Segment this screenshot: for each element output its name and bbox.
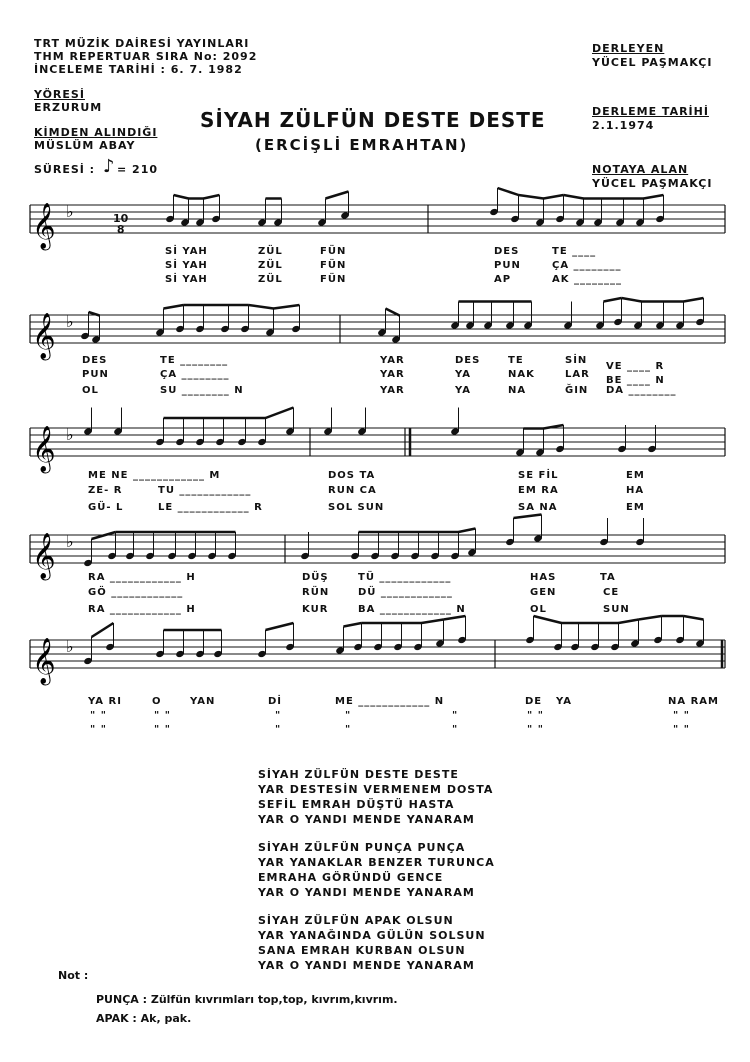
lyric: TÜ ____________ <box>358 572 452 583</box>
lyric: GÜ- L <box>88 502 124 513</box>
ditto-mark: " <box>345 724 352 735</box>
lyric: DES <box>455 355 481 366</box>
beam <box>274 305 300 309</box>
ditto-mark: " " <box>527 710 544 721</box>
beam <box>249 305 274 309</box>
lyric: SOL SUN <box>328 502 385 513</box>
tempo-value: = 210 <box>117 163 159 176</box>
lyric: AP <box>494 274 512 285</box>
lyric: RA ____________ H <box>88 572 196 583</box>
lyric: GÖ ____________ <box>88 587 184 598</box>
poem-line: YAR O YANDI MENDE YANARAM <box>258 886 475 899</box>
beam <box>92 623 114 637</box>
page-title: SİYAH ZÜLFÜN DESTE DESTE <box>200 108 546 132</box>
beam <box>459 529 476 533</box>
lyric: ÇA ________ <box>160 369 230 380</box>
ditto-mark: " " <box>154 710 171 721</box>
beam <box>544 195 564 199</box>
lyric: ZE- R <box>88 485 123 496</box>
lyric: BE ____ N <box>606 375 665 386</box>
poem-stanza-1 <box>258 767 493 827</box>
lyric: ME NE ____________ M <box>88 470 221 481</box>
lyric: DÜ ____________ <box>358 587 453 598</box>
lyric: NA <box>508 385 527 396</box>
beam <box>519 195 544 199</box>
ditto-mark: " " <box>673 724 690 735</box>
poem-line: SEFİL EMRAH DÜŞTÜ HASTA <box>258 798 455 811</box>
lyric: OL <box>82 385 99 396</box>
publisher-line-3: İNCELEME TARİHİ : 6. 7. 1982 <box>34 63 243 76</box>
time-signature-bottom: 8 <box>116 223 125 236</box>
treble-clef-icon: 𝄞 <box>32 203 56 249</box>
poem-line: SİYAH ZÜLFÜN DESTE DESTE <box>258 768 459 781</box>
beam <box>326 192 349 199</box>
lyric: VE ____ R <box>606 361 665 372</box>
beam <box>534 616 562 623</box>
lyric: NA RAM <box>668 696 719 707</box>
ditto-mark: " " <box>673 710 690 721</box>
lyric: EM <box>626 470 645 481</box>
lyric: ME ____________ N <box>335 696 445 707</box>
treble-clef-icon: 𝄞 <box>32 426 56 472</box>
ditto-mark: " <box>452 710 459 721</box>
treble-clef-icon: 𝄞 <box>32 533 56 579</box>
notation-label: NOTAYA ALAN <box>592 163 689 176</box>
lyric: ZÜL <box>258 274 283 285</box>
poem-line: EMRAHA GÖRÜNDÜ GENCE <box>258 871 444 884</box>
lyric: Dİ <box>268 696 283 707</box>
beam <box>639 616 662 620</box>
lyric: SİN <box>565 355 588 366</box>
beam <box>619 620 639 624</box>
lyric: TU ____________ <box>158 485 252 496</box>
ditto-mark: " <box>275 710 282 721</box>
beam <box>344 623 362 627</box>
lyric: YAR <box>380 369 405 380</box>
lyric: KUR <box>302 604 329 615</box>
source-label: KİMDEN ALINDIĞI <box>34 126 158 139</box>
lyric: RUN CA <box>328 485 377 496</box>
beam <box>266 623 294 630</box>
note-item: APAK : Ak, pak. <box>96 1012 192 1025</box>
ditto-mark: " " <box>154 724 171 735</box>
beam <box>422 620 444 624</box>
beam <box>266 408 294 419</box>
lyric: GEN <box>530 587 557 598</box>
lyric: EM RA <box>518 485 559 496</box>
lyric: CE <box>603 587 620 598</box>
lyric: DÜŞ <box>302 572 329 583</box>
treble-clef-icon: 𝄞 <box>32 638 56 684</box>
beam <box>644 195 664 199</box>
poem-line: SİYAH ZÜLFÜN APAK OLSUN <box>258 914 454 927</box>
lyric: TE <box>508 355 524 366</box>
poem-stanza-3 <box>258 913 486 973</box>
ditto-mark: " " <box>527 724 544 735</box>
lyric: YA <box>455 369 472 380</box>
flat-sign-icon: ♭ <box>66 637 74 656</box>
beam <box>498 188 519 195</box>
time-signature-top: 10 <box>113 212 129 225</box>
compile-date-label: DERLEME TARİHİ <box>592 105 709 118</box>
lyric: ÇA ________ <box>552 260 622 271</box>
ditto-mark: " <box>452 724 459 735</box>
lyric: HAS <box>530 572 557 583</box>
beam <box>204 195 220 199</box>
lyric: Sİ YAH <box>165 260 208 271</box>
page-subtitle: (ERCİŞLİ EMRAHTAN) <box>255 136 469 154</box>
poem-line: SANA EMRAH KURBAN OLSUN <box>258 944 466 957</box>
beam <box>386 309 400 316</box>
duration-label: SÜRESİ : <box>34 163 96 176</box>
lyric: SUN <box>603 604 630 615</box>
lyric: ĞIN <box>565 385 589 396</box>
lyric: RÜN <box>302 587 330 598</box>
lyric: O <box>152 696 162 707</box>
poem-line: YAR O YANDI MENDE YANARAM <box>258 959 475 972</box>
eighth-note-icon: ♪ <box>103 156 115 177</box>
lyric: ZÜL <box>258 246 283 257</box>
flat-sign-icon: ♭ <box>66 532 74 551</box>
lyric: LAR <box>565 369 590 380</box>
lyric: YAN <box>190 696 216 707</box>
poem-stanza-2 <box>258 840 495 900</box>
lyric: YA <box>455 385 472 396</box>
lyric: YAR <box>380 385 405 396</box>
lyric: FÜN <box>320 246 347 257</box>
lyric: LE ____________ R <box>158 502 263 513</box>
lyric: SE FİL <box>518 470 559 481</box>
beam <box>174 195 189 199</box>
flat-sign-icon: ♭ <box>66 425 74 444</box>
lyric: YAR <box>380 355 405 366</box>
publisher-line-2: THM REPERTUAR SIRA No: 2092 <box>34 50 258 63</box>
source-value: MÜSLÜM ABAY <box>34 139 136 152</box>
treble-clef-icon: 𝄞 <box>32 313 56 359</box>
notes-label: Not : <box>58 969 89 982</box>
compiler-label: DERLEYEN <box>592 42 665 55</box>
lyric: AK ________ <box>552 274 622 285</box>
lyric: SA NA <box>518 502 558 513</box>
lyric: DES <box>494 246 520 257</box>
lyric: OL <box>530 604 547 615</box>
lyric: FÜN <box>320 274 347 285</box>
region-label: YÖRESİ <box>34 88 85 101</box>
lyric: YA <box>556 696 573 707</box>
lyric: Sİ YAH <box>165 246 208 257</box>
beam <box>444 616 466 620</box>
flat-sign-icon: ♭ <box>66 202 74 221</box>
beam <box>164 305 184 309</box>
poem-line: YAR YANAKLAR BENZER TURUNCA <box>258 856 495 869</box>
time-signature <box>113 213 128 235</box>
lyric: BA ____________ N <box>358 604 466 615</box>
publisher-line-1: TRT MÜZİK DAİRESİ YAYINLARI <box>34 37 250 50</box>
lyric: YA RI <box>88 696 122 707</box>
lyric: DE <box>525 696 543 707</box>
lyric: Sİ YAH <box>165 274 208 285</box>
ditto-mark: " <box>345 710 352 721</box>
beam <box>514 515 542 519</box>
note-item: PUNÇA : Zülfün kıvrımları top,top, kıvrım,kıvrım. <box>96 993 398 1006</box>
lyric: HA <box>626 485 645 496</box>
lyric: DOS TA <box>328 470 376 481</box>
lyric: ZÜL <box>258 260 283 271</box>
notation-value: YÜCEL PAŞMAKÇI <box>592 177 713 190</box>
beam <box>684 616 704 620</box>
lyric: NAK <box>508 369 535 380</box>
lyric: TE ________ <box>160 355 229 366</box>
beam <box>622 298 642 302</box>
region-value: ERZURUM <box>34 101 103 114</box>
poem-line: SİYAH ZÜLFÜN PUNÇA PUNÇA <box>258 841 466 854</box>
lyric: TA <box>600 572 616 583</box>
ditto-mark: " " <box>90 710 107 721</box>
ditto-mark: " <box>275 724 282 735</box>
lyric: SU ________ N <box>160 385 244 396</box>
beam <box>604 298 622 302</box>
compiler-value: YÜCEL PAŞMAKÇI <box>592 56 713 69</box>
ditto-mark: " " <box>90 724 107 735</box>
compile-date-value: 2.1.1974 <box>592 119 655 132</box>
lyric: EM <box>626 502 645 513</box>
lyric: FÜN <box>320 260 347 271</box>
flat-sign-icon: ♭ <box>66 312 74 331</box>
lyric: PUN <box>82 369 109 380</box>
lyric: RA ____________ H <box>88 604 196 615</box>
lyric: DES <box>82 355 108 366</box>
beam <box>684 298 704 302</box>
lyric: DA ________ <box>606 385 677 396</box>
poem-line: YAR YANAĞINDA GÜLÜN SOLSUN <box>258 929 486 942</box>
lyric: PUN <box>494 260 521 271</box>
poem-line: YAR DESTESİN VERMENEM DOSTA <box>258 783 494 796</box>
beam <box>564 195 584 199</box>
poem-line: YAR O YANDI MENDE YANARAM <box>258 813 475 826</box>
lyric: TE ____ <box>552 246 597 257</box>
